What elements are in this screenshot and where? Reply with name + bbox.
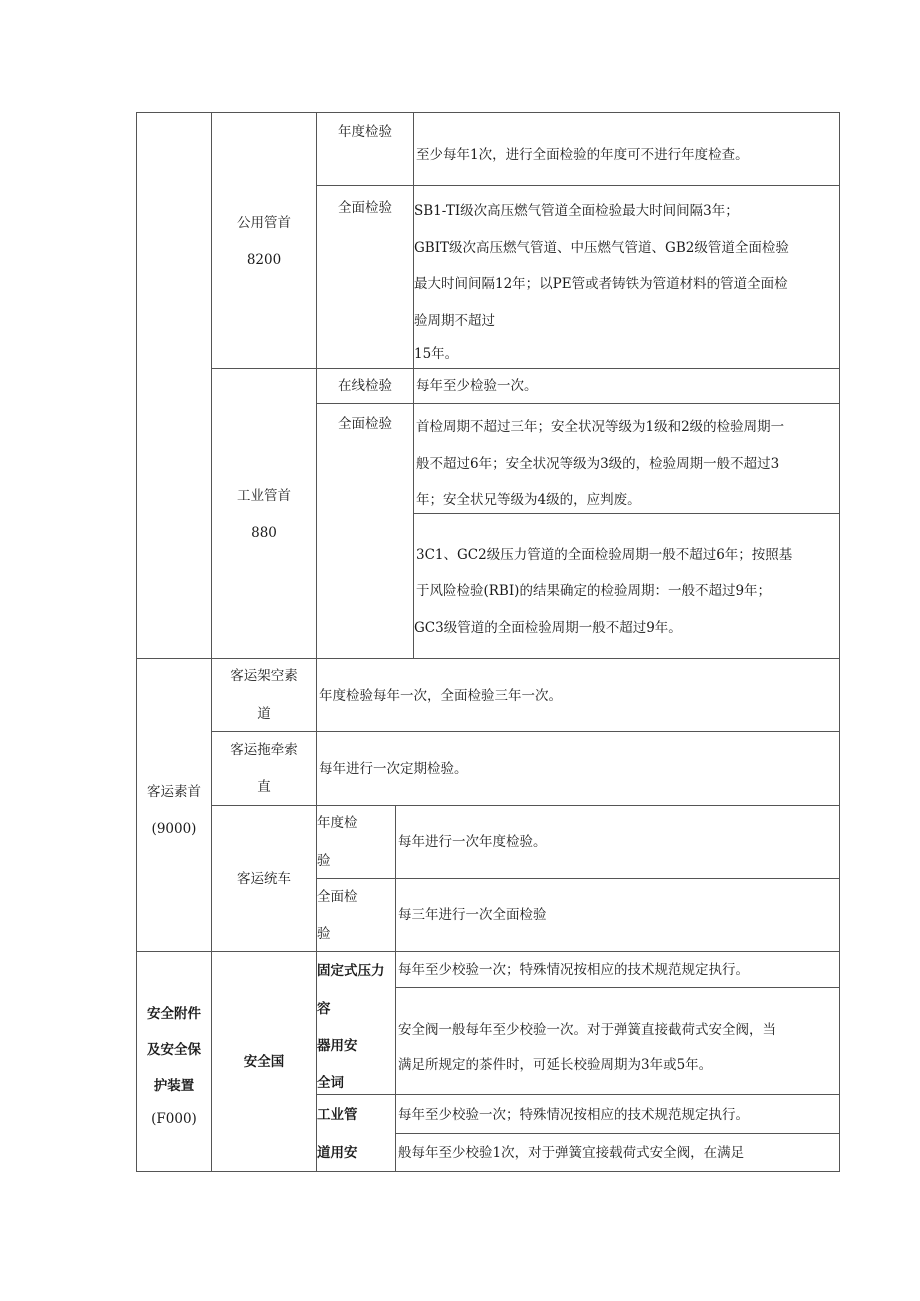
requirement-line: 安全阀一般每年至少校验一次。对于弹簧直接截荷式安全阀，当 (398, 1022, 776, 1038)
requirement-line: SB1-TI级次高压燃气管道全面检验最大时间间隔3年； (414, 203, 739, 219)
inspection-type-cont: 验 (317, 853, 331, 869)
item-cell-surface-lift (211, 731, 317, 806)
requirement-line: 般不超过6年；安全状况等级为3级的，检验周期一般不超过3 (416, 456, 780, 472)
requirement-cell (413, 403, 840, 514)
subgroup-label-cell (316, 1094, 396, 1172)
requirement-line: 满足所规定的茶件时，可延长校验周期为3年或5年。 (398, 1057, 713, 1073)
requirement-line: 于风险检验(RBI)的结果确定的检验周期：一般不超过9年； (416, 583, 772, 599)
subgroup-label-cell (316, 951, 396, 1095)
type-cell (316, 185, 414, 369)
requirement-line: 验周期不超过 (414, 313, 495, 329)
item-cell-industrial-pipeline (211, 368, 317, 659)
requirement-line: 3C1、GC2级压力管道的全面检验周期一般不超过6年；按照基 (416, 547, 793, 563)
requirement-line: 最大时间间隔12年；以PE管或者铸铁为管道材料的管道全面检 (414, 276, 788, 292)
type-cell (316, 805, 396, 879)
inspection-type: 在线检验 (338, 378, 392, 394)
category-cell-empty (136, 112, 212, 659)
item-name-cont: 直 (257, 779, 271, 795)
subgroup-label: 固定式压力 (317, 963, 385, 979)
category-code: (9000) (151, 821, 197, 837)
requirement-cell (395, 805, 840, 879)
item-cell-safety-valve (211, 951, 317, 1172)
category-cell-ropeway (136, 658, 212, 952)
requirement-cell (395, 987, 840, 1095)
requirement-line: 15年。 (414, 346, 459, 362)
requirement-cell (413, 513, 840, 659)
item-code: 8200 (246, 252, 282, 268)
item-name: 工业管首 (237, 488, 291, 504)
requirement-cell (395, 951, 840, 988)
item-name-cont: 道 (257, 706, 271, 722)
requirement-cell (395, 878, 840, 952)
subgroup-label-cont: 全词 (317, 1075, 344, 1091)
requirement-text: 般每年至少校验1次，对于弹簧宜接载荷式安全阀，在满足 (398, 1145, 745, 1161)
requirement-cell (413, 185, 840, 369)
item-cell-passenger-vehicle (211, 805, 317, 952)
requirement-text: 年度检验每年一次，全面检验三年一次。 (319, 688, 562, 704)
inspection-type: 全面检验 (338, 200, 392, 216)
requirement-cell (413, 368, 840, 404)
requirement-cell (316, 731, 840, 806)
category-name-cont: 及安全保 (147, 1042, 201, 1058)
subgroup-label-cont: 容 (317, 1001, 331, 1017)
requirement-line: 首检周期不超过三年；安全状况等级为1级和2级的检验周期一 (416, 419, 785, 435)
category-code: (F000) (151, 1111, 197, 1127)
requirement-text: 每年进行一次年度检验。 (398, 834, 547, 850)
requirement-cell (395, 1094, 840, 1134)
requirement-cell (395, 1133, 840, 1172)
item-name: 客运架空素 (230, 668, 298, 684)
requirement-line: GBIT级次高压燃气管道、中压燃气管道、GB2级管道全面检验 (414, 240, 789, 256)
type-cell (316, 878, 396, 952)
requirement-text: 每年至少校验一次；特殊情况按相应的技术规范规定执行。 (398, 962, 749, 978)
category-name-cont: 护装置 (153, 1078, 195, 1094)
item-code: 880 (251, 525, 277, 541)
inspection-type: 全面检 (317, 889, 358, 905)
type-cell (316, 368, 414, 404)
inspection-type: 全面检验 (338, 416, 392, 432)
category-cell-safety-accessories (136, 951, 212, 1172)
subgroup-label-cont: 道用安 (317, 1145, 358, 1161)
requirement-line: GC3级管道的全面检验周期一般不超过9年。 (414, 620, 682, 636)
requirement-text: 每年至少检验一次。 (416, 378, 538, 394)
category-name: 安全附件 (147, 1006, 201, 1022)
requirement-text: 每年进行一次定期检验。 (319, 761, 468, 777)
item-cell-public-pipeline (211, 112, 317, 369)
subgroup-label-cont: 器用安 (317, 1038, 358, 1054)
requirement-text: 至少每年1次，进行全面检验的年度可不进行年度检查。 (416, 147, 749, 163)
requirement-text: 每年至少校验一次；特殊情况按相应的技术规范规定执行。 (398, 1107, 749, 1123)
requirement-text: 每三年进行一次全面检验 (398, 907, 547, 923)
item-cell-aerial-ropeway (211, 658, 317, 732)
item-name: 客运统车 (237, 871, 291, 887)
item-name: 公用管首 (237, 215, 291, 231)
inspection-type: 年度检 (317, 815, 358, 831)
inspection-type-cont: 验 (317, 926, 331, 942)
item-name: 客运拖牵索 (230, 742, 298, 758)
inspection-type: 年度检验 (338, 124, 392, 140)
item-name: 安全国 (243, 1054, 285, 1070)
requirement-cell (413, 112, 840, 186)
type-cell (316, 112, 414, 186)
requirement-line: 年；安全状兄等级为4级的，应判废。 (416, 492, 641, 508)
requirement-cell (316, 658, 840, 732)
category-name: 客运素首 (147, 784, 201, 800)
subgroup-label: 工业管 (317, 1107, 358, 1123)
type-cell (316, 403, 414, 659)
